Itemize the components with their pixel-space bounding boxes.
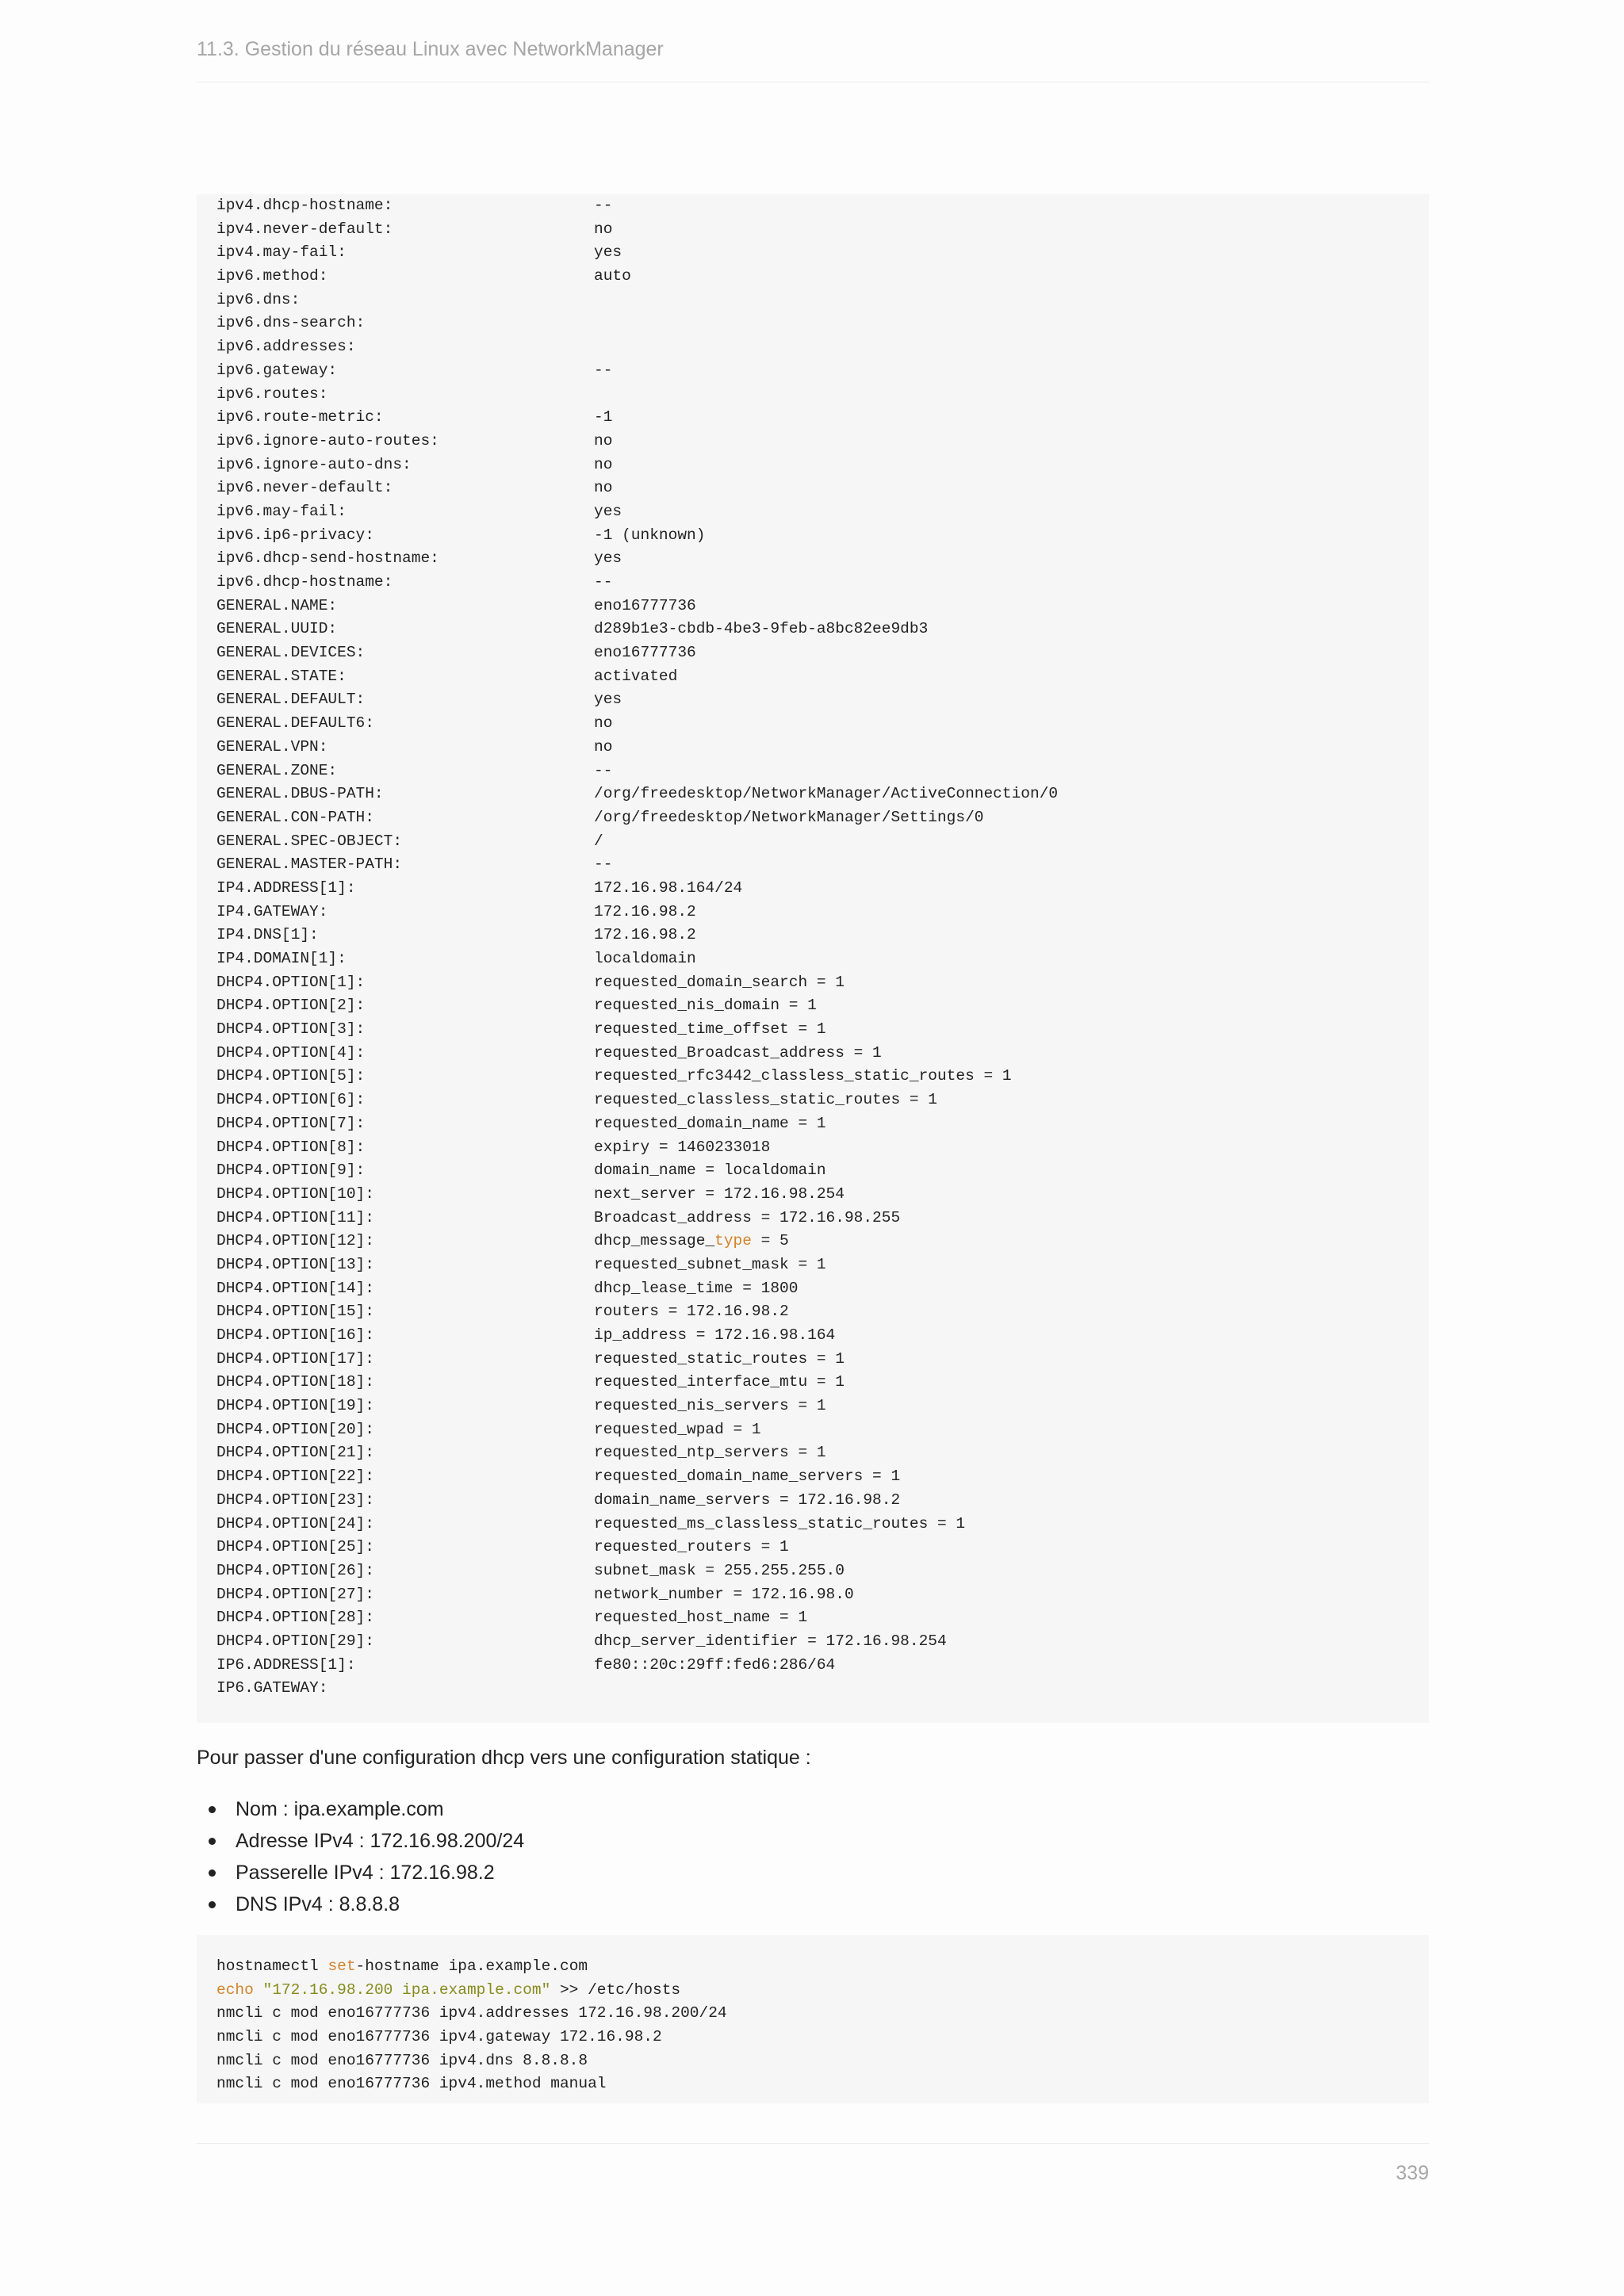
- property-key: GENERAL.SPEC-OBJECT:: [216, 832, 403, 850]
- property-key: DHCP4.OPTION[19]:: [216, 1397, 374, 1415]
- property-key: IP4.GATEWAY:: [216, 902, 328, 920]
- property-value: /org/freedesktop/NetworkManager/ActiveConnection/0: [594, 785, 1059, 803]
- property-value: no: [594, 479, 613, 497]
- property-row: [216, 1371, 1429, 1395]
- property-value: requested_Broadcast_address = 1: [594, 1043, 882, 1062]
- property-row: [216, 430, 1429, 453]
- property-row: [216, 665, 1429, 689]
- property-row: [216, 1395, 1429, 1418]
- property-value: 172.16.98.2: [594, 902, 696, 920]
- property-key: GENERAL.VPN:: [216, 737, 328, 756]
- bullet-icon: [209, 1901, 216, 1908]
- property-value: eno16777736: [594, 596, 696, 614]
- property-key: DHCP4.OPTION[3]:: [216, 1020, 366, 1039]
- command-token: nmcli c mod eno16777736 ipv4.addresses 172.16.98.200/24: [216, 2004, 727, 2022]
- property-key: DHCP4.OPTION[15]:: [216, 1303, 374, 1321]
- command-token: -hostname ipa.example.com: [355, 1957, 588, 1975]
- property-value: no: [594, 737, 613, 756]
- property-row: [216, 971, 1429, 995]
- property-value: dhcp_lease_time = 1800: [594, 1279, 799, 1297]
- property-key: GENERAL.CON-PATH:: [216, 808, 374, 826]
- property-key: ipv6.method:: [216, 267, 328, 285]
- list-item: [197, 1857, 524, 1888]
- property-row: [216, 783, 1429, 806]
- property-key: GENERAL.DBUS-PATH:: [216, 785, 384, 803]
- property-key: DHCP4.OPTION[7]:: [216, 1114, 366, 1132]
- property-row: [216, 595, 1429, 618]
- property-row: [216, 1042, 1429, 1066]
- property-key: DHCP4.OPTION[27]:: [216, 1585, 374, 1603]
- property-row: [216, 901, 1429, 924]
- property-row: [216, 547, 1429, 571]
- property-value: auto: [594, 267, 631, 285]
- property-value: --: [594, 197, 613, 214]
- property-key: ipv6.may-fail:: [216, 502, 347, 520]
- property-row: [216, 312, 1429, 335]
- property-row: [216, 947, 1429, 971]
- property-row: [216, 241, 1429, 265]
- property-key: GENERAL.STATE:: [216, 667, 347, 685]
- property-value: next_server = 172.16.98.254: [594, 1184, 845, 1203]
- property-key: DHCP4.OPTION[2]:: [216, 997, 366, 1015]
- property-value: fe80::20c:29ff:fed6:286/64: [594, 1655, 836, 1674]
- property-row: [216, 1513, 1429, 1536]
- property-row: [216, 830, 1429, 854]
- property-row: [216, 335, 1429, 359]
- property-key: DHCP4.OPTION[20]:: [216, 1420, 374, 1438]
- property-value: eno16777736: [594, 644, 696, 662]
- property-key: ipv4.dhcp-hostname:: [216, 197, 393, 214]
- property-row: [216, 406, 1429, 430]
- property-value: 172.16.98.2: [594, 926, 696, 944]
- property-value: --: [594, 761, 613, 779]
- property-row: [216, 736, 1429, 760]
- command-token: nmcli c mod eno16777736 ipv4.method manual: [216, 2075, 607, 2093]
- property-key: DHCP4.OPTION[28]:: [216, 1609, 374, 1627]
- value-token: = 5: [751, 1232, 789, 1250]
- commands-code-block: [197, 1935, 1429, 2103]
- command-token: hostnamectl: [216, 1957, 328, 1975]
- property-row: [216, 1418, 1429, 1442]
- command-token: "172.16.98.200 ipa.example.com": [262, 1980, 551, 1999]
- property-key: DHCP4.OPTION[8]:: [216, 1138, 366, 1156]
- property-row: [216, 1277, 1429, 1301]
- property-row: [216, 1465, 1429, 1489]
- property-value: no: [594, 431, 613, 450]
- property-row: [216, 383, 1429, 407]
- property-row: [216, 1654, 1429, 1678]
- list-item-text: Nom : ipa.example.com: [236, 1798, 444, 1820]
- property-key: ipv6.routes:: [216, 385, 328, 403]
- property-value: requested_domain_name_servers = 1: [594, 1468, 901, 1486]
- command-token: >> /etc/hosts: [550, 1980, 681, 1999]
- bullet-icon: [209, 1838, 216, 1845]
- property-key: GENERAL.ZONE:: [216, 761, 338, 779]
- list-item-text: Passerelle IPv4 : 172.16.98.2: [236, 1862, 495, 1884]
- property-key: DHCP4.OPTION[25]:: [216, 1538, 374, 1556]
- property-value: domain_name_servers = 172.16.98.2: [594, 1490, 901, 1509]
- property-value: activated: [594, 667, 678, 685]
- property-key: ipv6.dns-search:: [216, 314, 366, 332]
- property-key: DHCP4.OPTION[26]:: [216, 1561, 374, 1579]
- command-token: nmcli c mod eno16777736 ipv4.gateway 172.16.98.2: [216, 2028, 662, 2046]
- property-value: ip_address = 172.16.98.164: [594, 1326, 836, 1344]
- property-row: [216, 1089, 1429, 1112]
- command-token: set: [327, 1957, 356, 1975]
- property-key: IP6.GATEWAY:: [216, 1679, 328, 1697]
- property-value: yes: [594, 691, 622, 709]
- property-row: [216, 1112, 1429, 1136]
- property-value: no: [594, 714, 613, 733]
- property-key: GENERAL.NAME:: [216, 596, 338, 614]
- command-line: [216, 2049, 1429, 2073]
- bullet-icon: [209, 1869, 216, 1877]
- property-value: --: [594, 855, 613, 874]
- property-value: requested_static_routes = 1: [594, 1349, 845, 1368]
- property-key: DHCP4.OPTION[21]:: [216, 1444, 374, 1462]
- property-key: DHCP4.OPTION[29]:: [216, 1632, 374, 1650]
- property-row: [216, 1559, 1429, 1583]
- command-line: [216, 2002, 1429, 2026]
- command-line: [216, 2072, 1429, 2096]
- bullet-icon: [209, 1806, 216, 1813]
- property-value: -1: [594, 408, 613, 427]
- property-value: requested_nis_domain = 1: [594, 997, 817, 1015]
- property-row: [216, 806, 1429, 830]
- property-row: [216, 359, 1429, 383]
- property-value: [594, 1230, 789, 1253]
- property-key: ipv6.dns:: [216, 290, 301, 308]
- property-row: [216, 1606, 1429, 1630]
- property-value: requested_domain_name = 1: [594, 1114, 826, 1132]
- property-row: [216, 877, 1429, 901]
- property-value: requested_routers = 1: [594, 1538, 789, 1556]
- property-value: requested_ms_classless_static_routes = 1: [594, 1514, 966, 1533]
- property-key: ipv6.ip6-privacy:: [216, 526, 374, 544]
- property-key: IP4.DOMAIN[1]:: [216, 950, 347, 967]
- property-row: [216, 1253, 1429, 1277]
- property-row: [216, 924, 1429, 947]
- property-value: expiry = 1460233018: [594, 1138, 771, 1156]
- property-key: ipv6.dhcp-send-hostname:: [216, 549, 439, 568]
- property-row: [216, 618, 1429, 641]
- property-key: ipv6.route-metric:: [216, 408, 384, 427]
- property-row: [216, 476, 1429, 500]
- property-key: ipv4.may-fail:: [216, 243, 347, 262]
- property-row: [216, 571, 1429, 595]
- property-row: [216, 1136, 1429, 1160]
- property-key: DHCP4.OPTION[13]:: [216, 1255, 374, 1273]
- list-item: [197, 1888, 524, 1920]
- property-row: [216, 1230, 1429, 1253]
- property-row: [216, 688, 1429, 712]
- property-value: domain_name = localdomain: [594, 1161, 826, 1180]
- property-value: dhcp_server_identifier = 172.16.98.254: [594, 1632, 947, 1650]
- property-value: routers = 172.16.98.2: [594, 1303, 789, 1321]
- command-line: [216, 2026, 1429, 2049]
- properties-code-block: [197, 194, 1429, 1723]
- property-value: --: [594, 573, 613, 591]
- property-row: [216, 1324, 1429, 1348]
- property-value: requested_interface_mtu = 1: [594, 1373, 845, 1391]
- property-row: [216, 500, 1429, 524]
- property-row: [216, 760, 1429, 783]
- property-value: yes: [594, 549, 622, 568]
- page-number: 339: [1396, 2162, 1429, 2184]
- property-row: [216, 1183, 1429, 1207]
- property-value: network_number = 172.16.98.0: [594, 1585, 854, 1603]
- property-row: [216, 194, 1429, 218]
- property-row: [216, 1065, 1429, 1089]
- property-key: ipv6.ignore-auto-dns:: [216, 455, 412, 473]
- property-value: subnet_mask = 255.255.255.0: [594, 1561, 845, 1579]
- value-token: type: [714, 1232, 752, 1250]
- settings-list: [197, 1793, 524, 1920]
- value-token: dhcp_message_: [594, 1232, 715, 1250]
- command-token: echo: [216, 1980, 263, 1999]
- property-key: DHCP4.OPTION[4]:: [216, 1043, 366, 1062]
- property-key: DHCP4.OPTION[12]:: [216, 1232, 374, 1250]
- property-key: DHCP4.OPTION[11]:: [216, 1208, 374, 1226]
- property-value: 172.16.98.164/24: [594, 878, 743, 897]
- property-key: DHCP4.OPTION[10]:: [216, 1184, 374, 1203]
- list-item: [197, 1793, 524, 1825]
- property-value: -1 (unknown): [594, 526, 706, 544]
- property-key: DHCP4.OPTION[17]:: [216, 1349, 374, 1368]
- property-value: requested_ntp_servers = 1: [594, 1444, 826, 1462]
- property-row: [216, 1348, 1429, 1372]
- property-key: ipv6.addresses:: [216, 338, 356, 356]
- property-row: [216, 1441, 1429, 1465]
- property-row: [216, 853, 1429, 877]
- property-row: [216, 453, 1429, 477]
- property-value: --: [594, 361, 613, 379]
- property-key: DHCP4.OPTION[5]:: [216, 1067, 366, 1085]
- property-row: [216, 1536, 1429, 1559]
- property-value: requested_domain_search = 1: [594, 973, 845, 991]
- property-value: requested_wpad = 1: [594, 1420, 761, 1438]
- property-row: [216, 1583, 1429, 1607]
- property-row: [216, 712, 1429, 736]
- list-item-text: DNS IPv4 : 8.8.8.8: [236, 1893, 400, 1915]
- property-row: [216, 289, 1429, 312]
- property-row: [216, 1018, 1429, 1042]
- intro-paragraph: Pour passer d'une configuration dhcp vers une configuration statique :: [197, 1747, 811, 1769]
- property-key: IP4.ADDRESS[1]:: [216, 878, 356, 897]
- property-value: d289b1e3-cbdb-4be3-9feb-a8bc82ee9db3: [594, 620, 929, 638]
- property-row: [216, 1677, 1429, 1701]
- property-value: requested_subnet_mask = 1: [594, 1255, 826, 1273]
- command-line: [216, 1955, 1429, 1979]
- list-item: [197, 1825, 524, 1857]
- footer-divider: [197, 2143, 1429, 2144]
- property-key: GENERAL.DEFAULT:: [216, 691, 366, 709]
- property-row: [216, 524, 1429, 548]
- property-value: /org/freedesktop/NetworkManager/Settings/0: [594, 808, 984, 826]
- property-key: ipv4.never-default:: [216, 220, 393, 238]
- property-key: DHCP4.OPTION[16]:: [216, 1326, 374, 1344]
- property-key: DHCP4.OPTION[6]:: [216, 1091, 366, 1109]
- property-key: DHCP4.OPTION[9]:: [216, 1161, 366, 1180]
- property-value: localdomain: [594, 950, 696, 967]
- property-key: DHCP4.OPTION[22]:: [216, 1468, 374, 1486]
- command-token: nmcli c mod eno16777736 ipv4.dns 8.8.8.8: [216, 2051, 588, 2069]
- property-value: requested_rfc3442_classless_static_routes = 1: [594, 1067, 1012, 1085]
- property-key: ipv6.never-default:: [216, 479, 393, 497]
- command-line: [216, 1979, 1429, 2003]
- list-item-text: Adresse IPv4 : 172.16.98.200/24: [236, 1830, 525, 1852]
- property-row: [216, 218, 1429, 242]
- property-value: yes: [594, 243, 622, 262]
- property-row: [216, 1159, 1429, 1183]
- property-value: requested_host_name = 1: [594, 1609, 808, 1627]
- property-value: requested_time_offset = 1: [594, 1020, 826, 1039]
- property-row: [216, 1630, 1429, 1654]
- property-value: no: [594, 220, 613, 238]
- property-key: ipv6.dhcp-hostname:: [216, 573, 393, 591]
- property-key: GENERAL.UUID:: [216, 620, 338, 638]
- property-key: GENERAL.DEFAULT6:: [216, 714, 374, 733]
- property-key: ipv6.ignore-auto-routes:: [216, 431, 439, 450]
- property-key: ipv6.gateway:: [216, 361, 338, 379]
- property-key: DHCP4.OPTION[24]:: [216, 1514, 374, 1533]
- property-row: [216, 1489, 1429, 1513]
- property-key: GENERAL.DEVICES:: [216, 644, 366, 662]
- property-key: GENERAL.MASTER-PATH:: [216, 855, 403, 874]
- property-value: requested_classless_static_routes = 1: [594, 1091, 937, 1109]
- property-key: DHCP4.OPTION[14]:: [216, 1279, 374, 1297]
- property-key: IP6.ADDRESS[1]:: [216, 1655, 356, 1674]
- property-key: IP4.DNS[1]:: [216, 926, 319, 944]
- property-key: DHCP4.OPTION[18]:: [216, 1373, 374, 1391]
- property-value: yes: [594, 502, 622, 520]
- property-key: DHCP4.OPTION[1]:: [216, 973, 366, 991]
- property-row: [216, 994, 1429, 1018]
- property-value: /: [594, 832, 603, 850]
- property-value: Broadcast_address = 172.16.98.255: [594, 1208, 901, 1226]
- property-key: DHCP4.OPTION[23]:: [216, 1490, 374, 1509]
- property-row: [216, 641, 1429, 665]
- property-row: [216, 1300, 1429, 1324]
- property-row: [216, 1207, 1429, 1230]
- property-row: [216, 265, 1429, 289]
- running-title: 11.3. Gestion du réseau Linux avec NetworkManager: [197, 38, 664, 60]
- property-value: no: [594, 455, 613, 473]
- page-header: [197, 38, 1429, 82]
- property-value: requested_nis_servers = 1: [594, 1397, 826, 1415]
